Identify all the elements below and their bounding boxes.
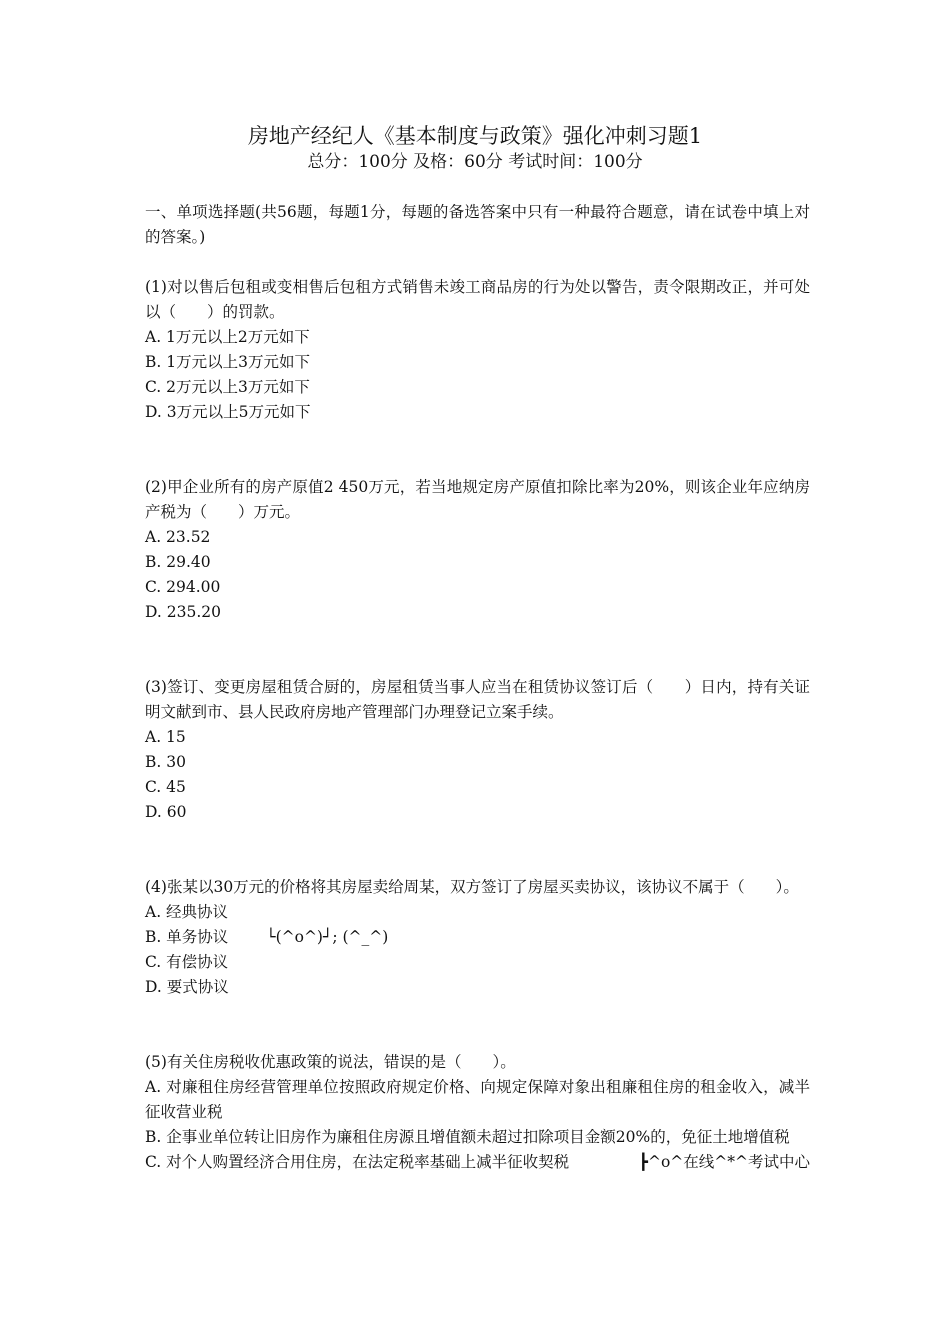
question-3: [145, 675, 810, 825]
question-5: [145, 1050, 810, 1175]
option-d: D. 235.20: [145, 603, 221, 621]
option-c: C. 对个人购置经济合用住房，在法定税率基础上减半征收契税: [145, 1153, 570, 1171]
question-2: [145, 475, 810, 625]
option-d: D. 要式协议: [145, 978, 229, 996]
option-b: B. 企事业单位转让旧房作为廉租住房源且增值额未超过扣除项目金额20%的，免征土地增值税: [145, 1128, 790, 1146]
question-stem: (1)对以售后包租或变相售后包租方式销售未竣工商品房的行为处以警告，责令限期改正，并可处以（ ）的罚款。: [145, 278, 810, 321]
question-4: [145, 875, 810, 1000]
document-title: 房地产经纪人《基本制度与政策》强化冲刺习题1: [247, 124, 703, 148]
option-b: B. 1万元以上3万元如下: [145, 353, 310, 371]
question-stem: (5)有关住房税收优惠政策的说法，错误的是（ ）。: [145, 1053, 516, 1071]
option-b-row: [145, 925, 810, 950]
option-d: D. 3万元以上5万元如下: [145, 403, 311, 421]
option-a: A. 23.52: [145, 528, 211, 546]
option-a: A. 经典协议: [145, 903, 229, 921]
option-b: B. 30: [145, 753, 186, 771]
watermark-site: ┣^o^在线^*^考试中心: [638, 1153, 810, 1171]
question-stem: (3)签订、变更房屋租赁合厨的，房屋租赁当事人应当在租赁协议签订后（ ）日内，持有关证明文献到市、县人民政府房地产管理部门办理登记立案手续。: [145, 678, 810, 721]
question-stem: (2)甲企业所有的房产原值2 450万元，若当地规定房产原值扣除比率为20%，则该企业年应纳房产税为（ ）万元。: [145, 478, 810, 521]
watermark-emoticon: └(^o^)┘; (^_^): [266, 928, 389, 946]
exam-info: 总分：100分 及格：60分 考试时间：100分: [307, 152, 643, 172]
option-c: C. 294.00: [145, 578, 221, 596]
option-c-row: [145, 1150, 810, 1175]
option-a: A. 15: [145, 728, 186, 746]
option-d: D. 60: [145, 803, 187, 821]
option-a: A. 1万元以上2万元如下: [145, 328, 310, 346]
option-b: B. 单务协议: [145, 928, 229, 946]
question-stem: (4)张某以30万元的价格将其房屋卖给周某，双方签订了房屋买卖协议，该协议不属于（ ）。: [145, 878, 799, 896]
option-b: B. 29.40: [145, 553, 211, 571]
document-body: [145, 200, 810, 1175]
option-a: A. 对廉租住房经营管理单位按照政府规定价格、向规定保障对象出租廉租住房的租金收入，减半征收营业税: [145, 1078, 810, 1121]
option-c: C. 有偿协议: [145, 953, 229, 971]
section-heading: 一、单项选择题(共56题，每题1分，每题的备选答案中只有一种最符合题意，请在试卷中填上对的答案。): [145, 203, 810, 246]
question-1: [145, 275, 810, 425]
option-c: C. 45: [145, 778, 186, 796]
option-c: C. 2万元以上3万元如下: [145, 378, 310, 396]
